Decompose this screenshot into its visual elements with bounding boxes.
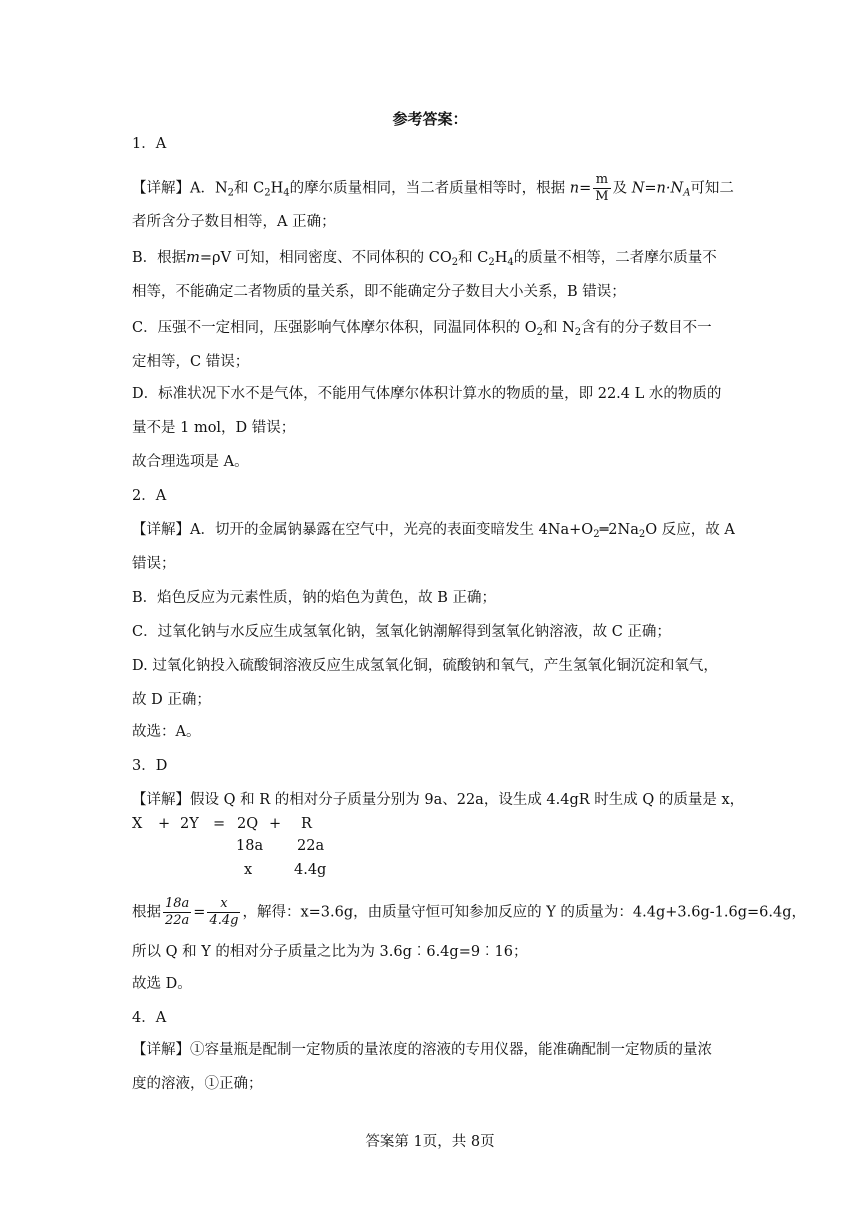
q4-line-1: 【详解】①容量瓶是配制一定物质的量浓度的溶液的专用仪器，能准确配制一定物质的量浓 (132, 1042, 712, 1058)
equation-term-x: X (132, 816, 143, 832)
q2-line-1: 【详解】A．切开的金属钠暴露在空气中，光亮的表面变暗发生 $4Na+O_2═2Na_2O$ 反应，故 A (132, 522, 735, 540)
q3-number: 3．D (132, 758, 168, 774)
page-footer: 答案第 1页，共 8页 (365, 1134, 495, 1150)
q2-line-2: 错误； (132, 556, 176, 572)
q1-line-4: 相等，不能确定二者物质的量关系，即不能确定分子数目大小关系，B 错误； (132, 284, 626, 300)
equation-plus-1: + (158, 816, 171, 832)
q1-line-7: D．标准状况下水不是气体，不能用气体摩尔体积计算水的物质的量，即 22.4 L 水的物质的 (132, 386, 722, 402)
equation-q-mass: 18a (236, 838, 264, 854)
q1-line-3: B．根据m=ρV 可知，相同密度、不同体积的 $CO_2$和 $C_2H_4$的质量不相等，二者摩尔质量不 (132, 250, 717, 268)
q1-number: 1．A (132, 136, 167, 152)
equation-r-value: 4.4g (294, 862, 327, 878)
q4-number: 4．A (132, 1010, 167, 1026)
q4-line-2: 度的溶液，①正确； (132, 1076, 263, 1092)
q3-line-6: 故选 D。 (132, 976, 192, 992)
q2-line-6: 故 D 正确； (132, 692, 211, 708)
ratio-fraction-1: $\frac{18a}{22a}$ (165, 896, 190, 928)
equation-term-2y: 2Y (180, 816, 199, 832)
molar-fraction: $\frac{m}{M}$ (595, 172, 609, 204)
q2-line-7: 故选：A。 (132, 724, 201, 740)
q3-line-4: 根据 $\frac{18a}{22a}$ = $\frac{x}{4.4g}$ ，解得：x=3.6g，由质量守恒可知参加反应的 Y 的质量为：4.4g+3.6g-1.6g=6.4g， (132, 896, 806, 928)
q1-line-1: 【详解】A．$N_2$和 $C_2H_4$的摩尔质量相同，当二者质量相等时，根据 n= $\frac{m}{M}$ 及 $N=n\cdot N_A$可知二 (132, 172, 734, 204)
q2-line-5: D. 过氧化钠投入硫酸铜溶液反应生成氢氧化铜，硫酸钠和氧气，产生氢氧化铜沉淀和氧气， (132, 658, 718, 674)
equation-term-r: R (301, 816, 312, 832)
q1-line-5: C．压强不一定相同，压强影响气体摩尔体积，同温同体积的 $O_2$和 $N_2$含有的分子数目不一 (132, 320, 712, 338)
q2-number: 2．A (132, 488, 167, 504)
q2-line-4: C．过氧化钠与水反应生成氢氧化钠，氢氧化钠潮解得到氢氧化钠溶液，故 C 正确； (132, 624, 671, 640)
equation-q-x: x (244, 862, 253, 878)
equation-equals: = (213, 816, 226, 832)
page-title: 参考答案： (392, 110, 468, 128)
q1-line-8: 量不是 1 mol，D 错误； (132, 420, 296, 436)
ratio-fraction-2: $\frac{x}{4.4g}$ (209, 896, 239, 928)
equation-term-2q: 2Q (237, 816, 259, 832)
q1-line-2: 者所含分子数目相等，A 正确； (132, 214, 336, 230)
q1-line-9: 故合理选项是 A。 (132, 454, 249, 470)
q3-line-5: 所以 Q 和 Y 的相对分子质量之比为为 3.6g︰6.4g=9︰16； (132, 944, 528, 960)
q2-line-3: B．焰色反应为元素性质，钠的焰色为黄色，故 B 正确； (132, 590, 497, 606)
equation-r-mass: 22a (297, 838, 325, 854)
equation-plus-2: + (269, 816, 282, 832)
q1-line-6: 定相等，C 错误； (132, 354, 250, 370)
q3-line-1: 【详解】假设 Q 和 R 的相对分子质量分别为 9a、22a，设生成 4.4gR 时生成 Q 的质量是 x， (132, 792, 745, 808)
